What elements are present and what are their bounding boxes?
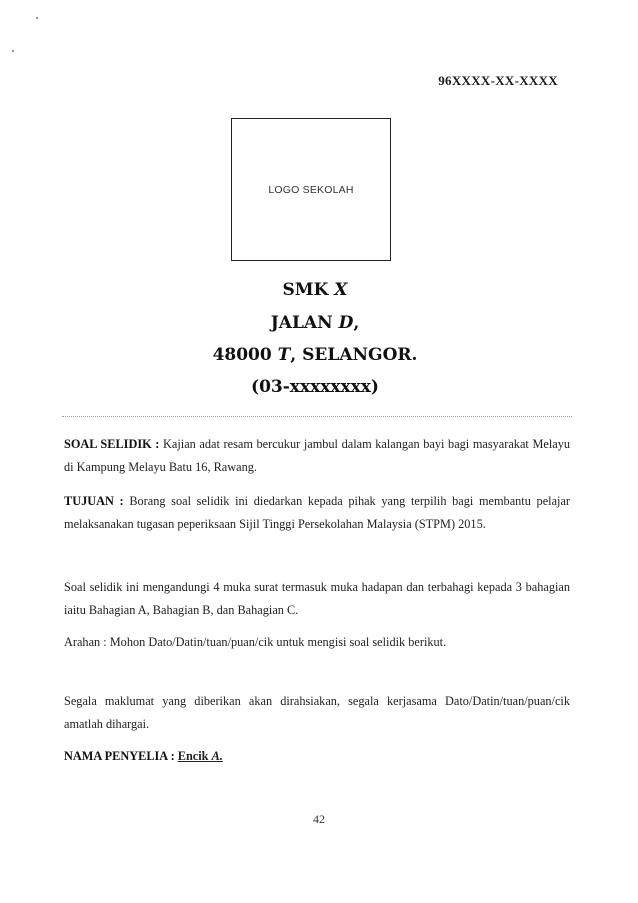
school-logo-placeholder — [231, 118, 391, 261]
structure-paragraph: Soal selidik ini mengandungi 4 muka surat termasuk muka hadapan dan terbahagi kepada 3 bahagian iaitu Bahagian A, Bahagian B, dan Bahagian C. — [64, 580, 570, 617]
page-number: 42 — [313, 812, 325, 826]
confidentiality-paragraph: Segala maklumat yang diberikan akan dirahsiakan, segala kerjasama Dato/Datin/tuan/puan/cik amatlah dihargai. — [64, 694, 570, 731]
tujuan-text: Borang soal selidik ini diedarkan kepada pihak yang terpilih bagi membantu pelajar melaksanakan tugasan peperiksaan Sijil Tinggi Persekolahan Malaysia (STPM) 2015. — [64, 494, 570, 531]
school-postcode-state: 48000 T, SELANGOR. — [212, 345, 418, 365]
tujuan-label: TUJUAN : — [64, 494, 124, 508]
supervisor-name: Encik A. — [177, 749, 223, 763]
logo-label: LOGO SEKOLAH — [268, 183, 354, 196]
supervisor-label: NAMA PENYELIA : — [64, 749, 175, 763]
school-street: JALAN D, — [270, 313, 360, 333]
school-phone: (03-xxxxxxxx) — [251, 377, 379, 397]
soal-selidik-text: Kajian adat resam bercukur jambul dalam kalangan bayi bagi masyarakat Melayu di Kampung Melayu Batu 16, Rawang. — [64, 437, 571, 474]
school-details — [200, 280, 430, 400]
school-name: SMK X — [282, 280, 348, 300]
tujuan-paragraph — [64, 490, 570, 536]
scan-speck — [12, 50, 14, 52]
ic-number: 96XXXX-XX-XXXX — [438, 73, 558, 88]
supervisor-line — [64, 745, 570, 768]
scan-speck — [36, 17, 38, 19]
instruction-paragraph: Arahan : Mohon Dato/Datin/tuan/puan/cik untuk mengisi soal selidik berikut. — [64, 635, 447, 649]
soal-selidik-paragraph — [64, 433, 570, 479]
section-divider — [62, 416, 572, 417]
soal-selidik-label: SOAL SELIDIK : — [64, 437, 160, 451]
